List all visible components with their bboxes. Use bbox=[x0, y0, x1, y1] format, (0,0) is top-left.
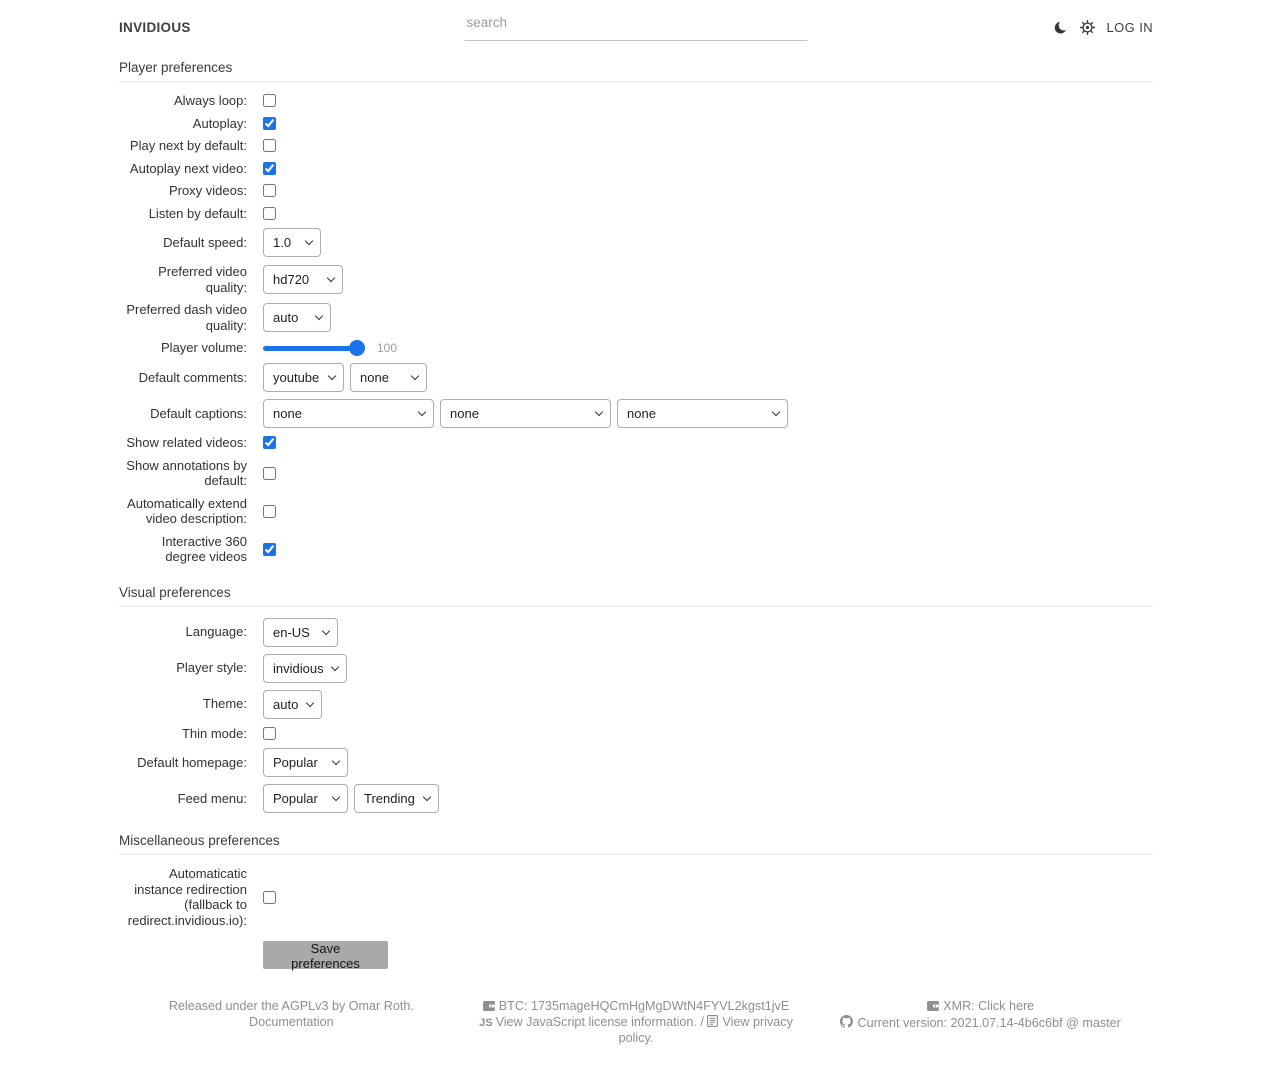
dark-mode-toggle[interactable] bbox=[1054, 20, 1069, 35]
video-quality-select[interactable] bbox=[263, 265, 343, 294]
dash-quality-select-wrap bbox=[263, 303, 331, 332]
theme-select[interactable] bbox=[263, 690, 322, 719]
feed-menu-select-1[interactable] bbox=[263, 784, 348, 813]
field-label: Player style: bbox=[176, 660, 247, 676]
language-select[interactable] bbox=[263, 618, 338, 647]
brand-link[interactable]: INVIDIOUS bbox=[119, 20, 191, 35]
moon-icon bbox=[1054, 20, 1069, 35]
pref-row-related-videos bbox=[119, 435, 1153, 451]
pref-row-always-loop bbox=[119, 93, 1153, 109]
pref-row-instance-redirect bbox=[119, 866, 1153, 928]
log-in-link[interactable]: LOG IN bbox=[1106, 20, 1153, 35]
pref-row-autoplay bbox=[119, 116, 1153, 132]
pref-row-extend-description bbox=[119, 496, 1153, 527]
field-label: Autoplay: bbox=[192, 115, 247, 131]
feed-menu-select-2-wrap bbox=[354, 784, 439, 813]
comments-select-2[interactable] bbox=[350, 363, 427, 392]
top-right-controls bbox=[1043, 20, 1153, 35]
field-label: Preferred video quality: bbox=[158, 264, 247, 295]
license-text: Released under the AGPLv3 by Omar Roth. bbox=[168, 999, 414, 1013]
divider bbox=[119, 606, 1153, 607]
field-label: Show related videos: bbox=[126, 435, 247, 450]
github-icon bbox=[840, 1015, 853, 1028]
pref-row-default-captions bbox=[119, 399, 1153, 428]
extend-description-checkbox[interactable] bbox=[263, 505, 276, 518]
captions-select-2[interactable] bbox=[440, 399, 611, 428]
pref-row-annotations bbox=[119, 458, 1153, 489]
pref-row-default-comments bbox=[119, 363, 1153, 392]
footer-donate-column bbox=[464, 999, 809, 1047]
preferences-button[interactable] bbox=[1080, 20, 1095, 35]
field-label: Listen by default: bbox=[148, 205, 247, 221]
field-label: Automatically extend video description: bbox=[127, 495, 247, 526]
feed-menu-select-2[interactable] bbox=[354, 784, 439, 813]
pref-row-video-quality bbox=[119, 264, 1153, 295]
captions-select-1[interactable] bbox=[263, 399, 434, 428]
autoplay-checkbox[interactable] bbox=[263, 117, 276, 130]
field-label: Automaticatic instance redirection (fallback to redirect.invidious.io): bbox=[127, 866, 247, 928]
field-label: Interactive 360 degree videos bbox=[161, 533, 247, 564]
current-version-link[interactable]: Current version: 2021.07.14-4b6c6bf @ master bbox=[857, 1015, 1121, 1030]
top-bar bbox=[0, 0, 1272, 55]
instance-redirect-checkbox[interactable] bbox=[263, 891, 276, 904]
player-style-select-wrap bbox=[263, 654, 347, 683]
btc-address: BTC: 1735mageHQCmHgMgDWtN4FYVL2kgst1jvE bbox=[498, 999, 790, 1013]
field-label: Default speed: bbox=[163, 234, 247, 250]
field-label: Theme: bbox=[202, 696, 247, 712]
divider bbox=[119, 854, 1153, 855]
language-select-wrap bbox=[263, 618, 338, 647]
save-row bbox=[119, 941, 1153, 969]
video-quality-select-wrap bbox=[263, 265, 343, 294]
js-license-link[interactable]: View JavaScript license information. bbox=[495, 1014, 697, 1029]
preferences-form bbox=[119, 60, 1153, 969]
captions-select-3[interactable] bbox=[617, 399, 788, 428]
pref-row-default-homepage bbox=[119, 748, 1153, 777]
pref-row-default-speed bbox=[119, 228, 1153, 257]
separator: / bbox=[696, 1014, 708, 1029]
field-label: Play next by default: bbox=[129, 138, 247, 153]
listen-default-checkbox[interactable] bbox=[263, 207, 276, 220]
play-next-checkbox[interactable] bbox=[263, 139, 276, 152]
thin-mode-checkbox[interactable] bbox=[263, 727, 276, 740]
player-preferences-title: Player preferences bbox=[119, 60, 233, 75]
field-label: Default captions: bbox=[150, 405, 247, 421]
save-preferences-button[interactable]: Save preferences bbox=[263, 941, 388, 969]
always-loop-checkbox[interactable] bbox=[263, 94, 276, 107]
comments-select-1-wrap bbox=[263, 363, 344, 392]
field-label: Player volume: bbox=[161, 340, 247, 356]
captions-select-3-wrap bbox=[617, 399, 788, 428]
wallet-icon bbox=[927, 1001, 939, 1011]
pref-row-player-style bbox=[119, 654, 1153, 683]
visual-preferences-title: Visual preferences bbox=[119, 584, 231, 600]
default-speed-select-wrap bbox=[263, 228, 321, 257]
field-label: Always loop: bbox=[174, 93, 247, 108]
privacy-policy-link[interactable]: View privacy policy. bbox=[618, 1014, 793, 1045]
field-label: Autoplay next video: bbox=[129, 160, 247, 176]
player-volume-slider[interactable] bbox=[263, 340, 365, 356]
interactive-360-checkbox[interactable] bbox=[263, 543, 276, 556]
field-label: Default comments: bbox=[138, 369, 247, 385]
comments-select-1[interactable] bbox=[263, 363, 344, 392]
footer-version-column bbox=[808, 999, 1153, 1047]
pref-row-play-next bbox=[119, 138, 1153, 154]
xmr-link[interactable]: XMR: Click here bbox=[943, 999, 1035, 1013]
pref-row-360-videos bbox=[119, 534, 1153, 565]
wallet-icon bbox=[483, 1001, 495, 1011]
field-label: Preferred dash video quality: bbox=[126, 302, 247, 333]
pref-row-proxy-videos bbox=[119, 183, 1153, 199]
related-videos-checkbox[interactable] bbox=[263, 436, 276, 449]
divider bbox=[119, 81, 1153, 82]
document-icon bbox=[707, 1015, 718, 1027]
footer-license-column bbox=[119, 999, 464, 1047]
player-style-select[interactable] bbox=[263, 654, 347, 683]
documentation-link[interactable]: Documentation bbox=[248, 1014, 334, 1029]
field-label: Language: bbox=[185, 624, 247, 640]
pref-row-feed-menu bbox=[119, 784, 1153, 813]
default-speed-select[interactable] bbox=[263, 228, 321, 257]
footer bbox=[0, 999, 1272, 1069]
theme-select-wrap bbox=[263, 690, 322, 719]
search-input[interactable] bbox=[465, 11, 808, 41]
proxy-videos-checkbox[interactable] bbox=[263, 184, 276, 197]
comments-select-2-wrap bbox=[350, 363, 427, 392]
field-label: Show annotations by default: bbox=[126, 457, 247, 488]
pref-row-thin-mode bbox=[119, 726, 1153, 742]
gear-icon bbox=[1080, 20, 1095, 35]
dash-quality-select[interactable] bbox=[263, 303, 331, 332]
field-label: Proxy videos: bbox=[168, 183, 247, 198]
feed-menu-select-1-wrap bbox=[263, 784, 348, 813]
js-icon: JS bbox=[479, 1016, 493, 1029]
captions-select-1-wrap bbox=[263, 399, 434, 428]
search-box bbox=[465, 11, 808, 41]
pref-row-language bbox=[119, 618, 1153, 647]
default-homepage-select-wrap bbox=[263, 748, 348, 777]
field-label: Default homepage: bbox=[137, 754, 247, 770]
pref-row-dash-quality bbox=[119, 302, 1153, 333]
slider-thumb[interactable] bbox=[349, 340, 365, 356]
pref-row-autoplay-next bbox=[119, 161, 1153, 177]
pref-row-listen-default bbox=[119, 206, 1153, 222]
misc-preferences-title: Miscellaneous preferences bbox=[119, 833, 280, 848]
field-label: Thin mode: bbox=[181, 725, 247, 741]
autoplay-next-checkbox[interactable] bbox=[263, 162, 276, 175]
annotations-checkbox[interactable] bbox=[263, 467, 276, 480]
pref-row-theme bbox=[119, 690, 1153, 719]
captions-select-2-wrap bbox=[440, 399, 611, 428]
field-label: Feed menu: bbox=[177, 790, 247, 806]
default-homepage-select[interactable] bbox=[263, 748, 348, 777]
player-volume-value: 100 bbox=[377, 341, 398, 355]
pref-row-player-volume bbox=[119, 340, 1153, 356]
